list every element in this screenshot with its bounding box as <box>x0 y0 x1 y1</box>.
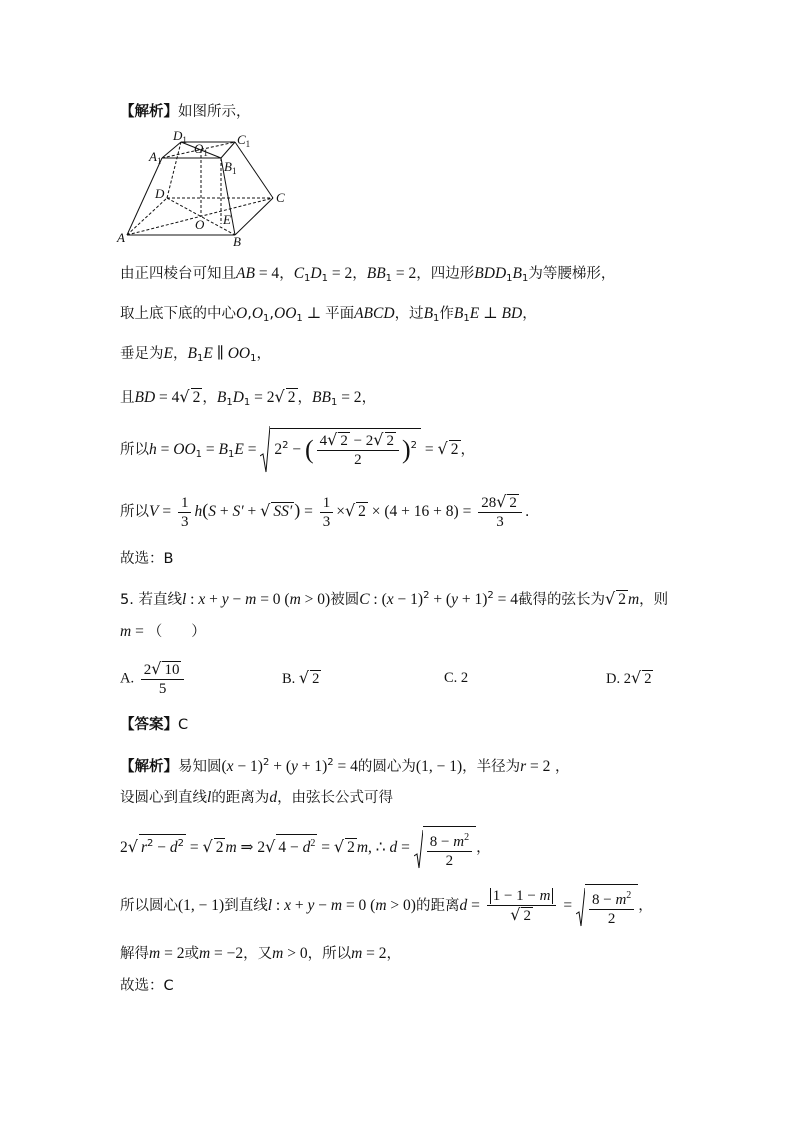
frustum-figure <box>115 128 300 248</box>
option-d[interactable] <box>606 668 653 689</box>
label-O: O <box>195 217 205 232</box>
option-c-value: 2 <box>460 670 469 686</box>
text-segment: 易知圆 <box>178 759 222 775</box>
text-segment: ，由弦长公式可得 <box>277 790 394 806</box>
text-segment: 平面 <box>325 306 355 322</box>
text-segment: 所以 <box>120 442 149 458</box>
question-5-line-1: 5. 若直线l : x + y − m = 0 (m > 0)被圆C : $(x - 1)^2 + (y + 1)^2 = 4$截得的弦长为√ 2 m，则 <box>120 589 669 608</box>
analysis-line-3: 垂足为E，$B_1E$ ∥ $OO_1$， <box>120 345 271 364</box>
answer-line <box>120 715 188 735</box>
analysis2-heading: 【解析】 <box>120 759 178 775</box>
option-d-label: D. <box>606 671 621 687</box>
label-E: E <box>223 212 231 227</box>
edge-CC1 <box>235 142 273 198</box>
text-segment: 若直线 <box>138 592 182 608</box>
text-segment: （ ） <box>147 624 206 640</box>
text-segment: 所以圆心 <box>120 898 178 914</box>
text-segment: 的距离 <box>415 898 460 914</box>
edge-DD1 <box>167 142 181 198</box>
option-b[interactable]: B. √ 2 <box>282 668 320 687</box>
text-segment: 的距离为 <box>211 790 270 806</box>
analysis-line-2: 取上底下底的中心$O,O_1,OO_1$ ⊥ 平面ABCD，过$B_1$作$B_1E$ ⊥ BD， <box>120 305 537 324</box>
analysis-line-4: 且BD = 4√ 2 ，$B_1D_1 = 2√$ 2 ，$BB_1 = 2$， <box>120 387 377 408</box>
analysis2-line-3: 2√ $r^2 - d^2$ = √ 2 m ⇒ 2√ $4 - d^2$ = √ 2 m, ∴ d = $\frac{8 - m^2}{2}$ ， <box>120 826 491 866</box>
text-segment: 的圆心为 <box>357 759 416 775</box>
label-A: A <box>117 230 125 245</box>
option-b-value: 2 <box>312 671 320 687</box>
edge-BC <box>235 198 273 235</box>
analysis2-line-5: 解得m = 2或m = −2，又m > 0，所以m = 2， <box>120 945 402 962</box>
option-a[interactable] <box>120 660 187 698</box>
text-segment: 且 <box>120 390 135 406</box>
label-C1: $C_1$ <box>237 132 251 149</box>
option-c[interactable] <box>444 668 468 688</box>
height-radical: $2^2$ − ( $\frac{4√ 2 - 2√ 2}{2}$ )$^2$ <box>260 425 421 475</box>
analysis2-line-1: 【解析】易知圆$(x - 1)^2 + (y + 1)^2 = 4$的圆心为(1, − 1)，半径为r = 2 ， <box>120 757 570 775</box>
label-A1: $A_1$ <box>149 149 162 166</box>
label-D1: $D_1$ <box>173 128 187 145</box>
label-B1: $B_1$ <box>224 159 237 176</box>
option-d-value: 2√ 2 <box>623 668 652 687</box>
edge-A1D1 <box>162 142 181 158</box>
label-B: B <box>233 234 241 248</box>
label-C: C <box>276 190 285 205</box>
text-segment: 被圆 <box>330 592 360 608</box>
option-a-label: A. <box>120 670 135 687</box>
text-segment: 设圆心到直线 <box>120 790 207 806</box>
label-O1: $O_1$ <box>194 141 208 158</box>
text-segment: 为等腰梯形， <box>528 266 616 282</box>
text-segment: 或 <box>184 946 199 962</box>
answer-value: C <box>178 717 189 733</box>
option-c-label: C. <box>444 670 458 686</box>
analysis-line-6: 所以V = $\frac{1}{3}$ h(S + S′ + √ SS′ ) = $\frac{1}{3}$ ×√ 2 × (4 + 16 + 8) = $\frac{28√ 2}{3}$ . <box>120 492 530 530</box>
question-number: 5. <box>120 592 134 608</box>
text-segment: ，又 <box>243 946 273 962</box>
analysis-intro <box>120 102 251 122</box>
analysis2-line-2: 设圆心到直线l的距离为d，由弦长公式可得 <box>120 789 394 806</box>
text-segment: 解得 <box>120 946 149 962</box>
text-segment: 到直线 <box>224 898 268 914</box>
text-segment: ，过 <box>394 306 424 322</box>
analysis-heading: 【解析】 <box>120 104 178 120</box>
analysis-line-1: 由正四棱台可知且AB = 4，$C_1D_1 = 2$，$BB_1 = 2$，四边形$BDD_1B_1$为等腰梯形， <box>120 265 616 284</box>
analysis-line-5: 所以$h = OO_1 = B_1E = 2^2$ − ( $\frac{4√ 2 - 2√ 2}{2}$ )$^2$ = √ 2 ， <box>120 424 475 474</box>
text-segment: 作 <box>439 306 454 322</box>
option-a-value: $\frac{2√ 10}{5}$ <box>141 660 185 698</box>
d-radical: $\frac{8 - m^2}{2}$ <box>414 826 476 870</box>
text-segment: ，则 <box>639 592 669 608</box>
text-segment: 由正四棱台可知且 <box>120 266 236 282</box>
analysis-intro-text: 如图所示， <box>178 104 251 120</box>
text-segment: 截得的弦长为 <box>518 592 606 608</box>
answer-choice-1: 故选：B <box>120 551 174 567</box>
text-segment: ，所以 <box>307 946 352 962</box>
text-segment: ，四边形 <box>416 266 475 282</box>
answer-choice-2: 故选：C <box>120 978 174 994</box>
option-b-label: B. <box>282 671 296 687</box>
text-segment: 所以 <box>120 504 149 520</box>
answer-heading: 【答案】 <box>120 717 178 733</box>
text-segment: 垂足为 <box>120 346 164 362</box>
text-segment: 取上底下底的中心 <box>120 306 236 322</box>
text-segment: ，半径为 <box>462 759 521 775</box>
d-radical-2: $\frac{8 - m^2}{2}$ <box>576 884 638 928</box>
analysis2-line-4: 所以圆心(1, − 1)到直线l : x + y − m = 0 (m > 0)的距离d = $\frac{1 - 1 - m}{√ 2}$ = $\frac{8 - m^2}{2}$ ， <box>120 884 653 924</box>
label-D: D <box>155 186 165 201</box>
question-5-line-2: m = （ ） <box>120 623 206 640</box>
